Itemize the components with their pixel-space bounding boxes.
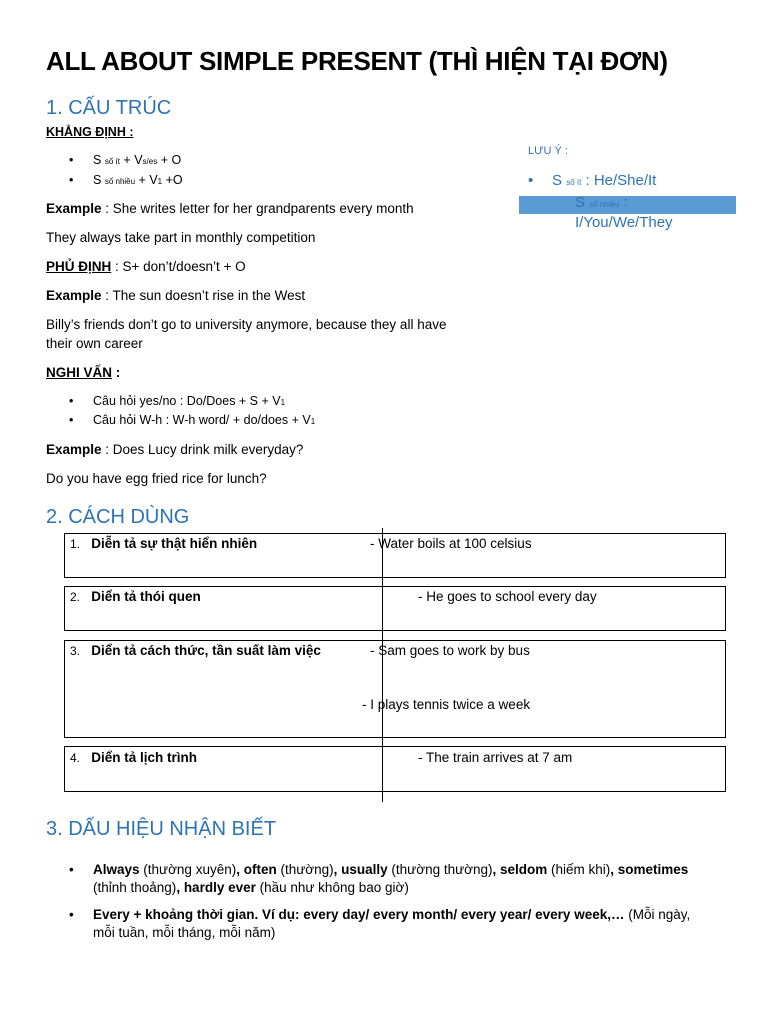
phu-dinh-formula: PHỦ ĐỊNH : S+ don’t/doesn’t + O <box>46 259 246 274</box>
signal-adverbs-line-2: (thỉnh thoảng), hardly ever (hầu như không bao giờ) <box>93 880 409 895</box>
page-title: ALL ABOUT SIMPLE PRESENT (THÌ HIỆN TẠI ĐƠN) <box>46 46 668 76</box>
formula-affirmative-plural: • S số nhiều + V1 +O <box>93 173 183 187</box>
signal-every-line-2: mỗi tuần, mỗi tháng, mỗi năm) <box>93 925 276 940</box>
usage-1-example: - Water boils at 100 celsius <box>370 536 532 551</box>
section-2-heading: 2. CÁCH DÙNG <box>46 506 190 528</box>
example-4-line-2: their own career <box>46 336 143 351</box>
usage-3: 3. Diển tả cách thức, tần suất làm việc <box>70 643 321 658</box>
signal-adverbs-line-1: • Always (thường xuyên), often (thường), usually (thường thường), seldom (hiếm khi), sometimes <box>93 862 688 877</box>
formula-affirmative-singular: • S số ít + Vs/es + O <box>93 153 181 167</box>
usage-2: 2. Diển tả thói quen <box>70 589 201 604</box>
note-item-singular: • S số ít : He/She/It <box>528 172 657 189</box>
usage-1: 1. Diễn tả sự thật hiển nhiên <box>70 536 258 551</box>
table-divider <box>382 528 383 802</box>
usage-2-example: - He goes to school every day <box>418 589 597 604</box>
example-2: They always take part in monthly competition <box>46 230 316 245</box>
usage-4: 4. Diển tả lịch trình <box>70 750 198 765</box>
example-1: Example : She writes letter for her grandparents every month <box>46 201 414 216</box>
note-item-plural: S số nhiều : <box>575 194 628 211</box>
note-label: LƯU Ý : <box>528 145 568 157</box>
signal-every-line-1: • Every + khoảng thời gian. Ví dụ: every day/ every month/ every year/ every week,… (Mỗi ngày, <box>93 907 690 922</box>
example-6: Do you have egg fried rice for lunch? <box>46 471 267 486</box>
example-5: Example : Does Lucy drink milk everyday? <box>46 442 304 457</box>
usage-3-example-2: - I plays tennis twice a week <box>362 697 531 712</box>
nghi-van-label: NGHI VẤN : <box>46 365 121 380</box>
question-wh: • Câu hỏi W-h : W-h word/ + do/does + V1 <box>93 413 315 427</box>
question-yes-no: • Câu hỏi yes/no : Do/Does + S + V1 <box>93 394 285 408</box>
usage-3-example-1: - Sam goes to work by bus <box>370 643 530 658</box>
note-plural-pronouns: I/You/We/They <box>575 214 673 231</box>
section-3-heading: 3. DẤU HIỆU NHẬN BIẾT <box>46 818 277 840</box>
khang-dinh-label: KHẲNG ĐỊNH : <box>46 125 134 139</box>
usage-4-example: - The train arrives at 7 am <box>418 750 573 765</box>
section-1-heading: 1. CẤU TRÚC <box>46 97 172 119</box>
example-4-line-1: Billy’s friends don’t go to university anymore, because they all have <box>46 317 447 332</box>
example-3: Example : The sun doesn’t rise in the West <box>46 288 306 303</box>
